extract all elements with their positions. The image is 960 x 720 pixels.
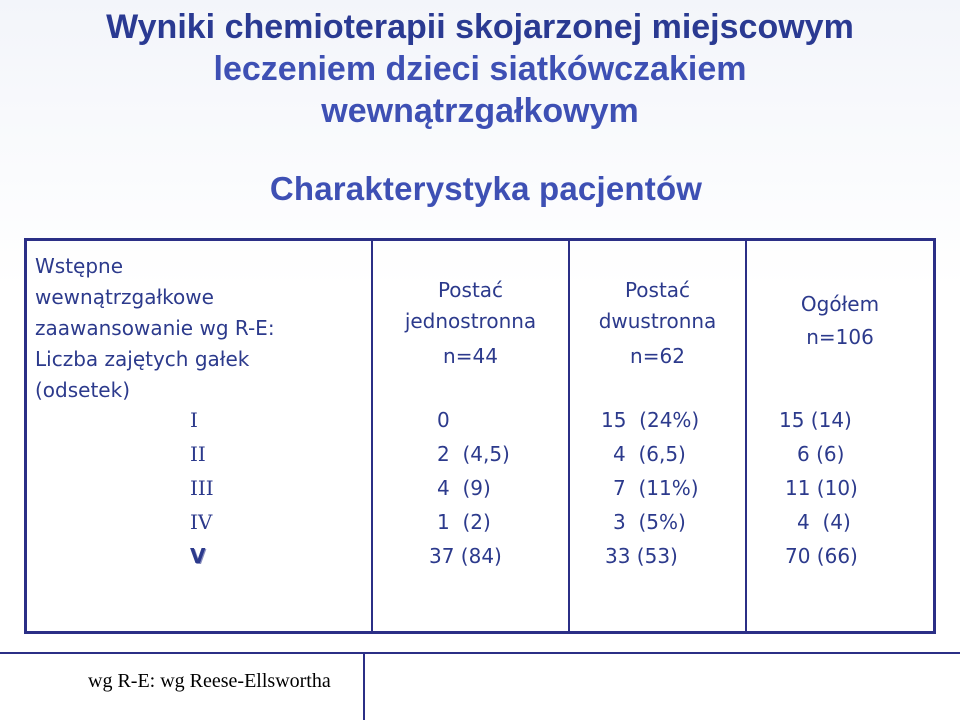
title-line-2: leczeniem dzieci siatkówczakiem (213, 50, 747, 88)
header-unilateral-count: n=44 (443, 344, 498, 368)
footer-vertical-divider (363, 652, 365, 720)
header-unilateral (373, 275, 568, 372)
footnote: wg R-E: wg Reese-Ellswortha (88, 670, 331, 692)
footer-divider (0, 652, 960, 654)
cell-total: 15 (14) (779, 408, 852, 432)
cell-unilateral: 2 (4,5) (437, 442, 510, 466)
header-total (747, 289, 933, 353)
header-unilateral-line-1: Postać (437, 278, 504, 302)
cell-bilateral: 15 (24%) (601, 408, 700, 432)
cell-bilateral: 4 (6,5) (613, 442, 686, 466)
cell-unilateral: 37 (84) (429, 544, 502, 568)
header-total-line-1: Ogółem (800, 292, 880, 316)
header-bilateral-line-1: Postać (624, 278, 691, 302)
title-line-3: wewnątrzgałkowym (321, 92, 639, 130)
patient-characteristics-table (24, 238, 936, 634)
header-staging (35, 251, 365, 406)
header-staging-line-3: zaawansowanie wg R-E: (35, 316, 275, 340)
grade-label: I (190, 408, 198, 432)
grade-label: V (190, 544, 206, 568)
cell-bilateral: 7 (11%) (613, 476, 699, 500)
header-bilateral-line-2: dwustronna (598, 309, 717, 333)
cell-unilateral: 0 (437, 408, 450, 432)
header-bilateral (570, 275, 745, 372)
header-staging-line-4: Liczba zajętych gałek (35, 347, 250, 371)
cell-total: 70 (66) (785, 544, 858, 568)
cell-total: 4 (4) (797, 510, 851, 534)
cell-total: 11 (10) (785, 476, 858, 500)
header-bilateral-count: n=62 (630, 344, 685, 368)
slide-title (0, 6, 960, 132)
cell-unilateral: 4 (9) (437, 476, 491, 500)
slide-subtitle: Charakterystyka pacjentów (269, 170, 703, 207)
cell-unilateral: 1 (2) (437, 510, 491, 534)
grade-label: II (190, 442, 206, 466)
title-line-1: Wyniki chemioterapii skojarzonej miejscowym (106, 8, 854, 46)
header-staging-line-5: (odsetek) (35, 378, 130, 402)
cell-bilateral: 3 (5%) (613, 510, 686, 534)
header-unilateral-line-2: jednostronna (404, 309, 537, 333)
cell-total: 6 (6) (797, 442, 845, 466)
header-staging-line-2: wewnątrzgałkowe (35, 285, 214, 309)
header-staging-line-1: Wstępne (35, 254, 124, 278)
grade-label: III (190, 476, 214, 500)
cell-bilateral: 33 (53) (605, 544, 678, 568)
grade-label: IV (190, 510, 213, 534)
header-total-count: n=106 (806, 325, 874, 349)
